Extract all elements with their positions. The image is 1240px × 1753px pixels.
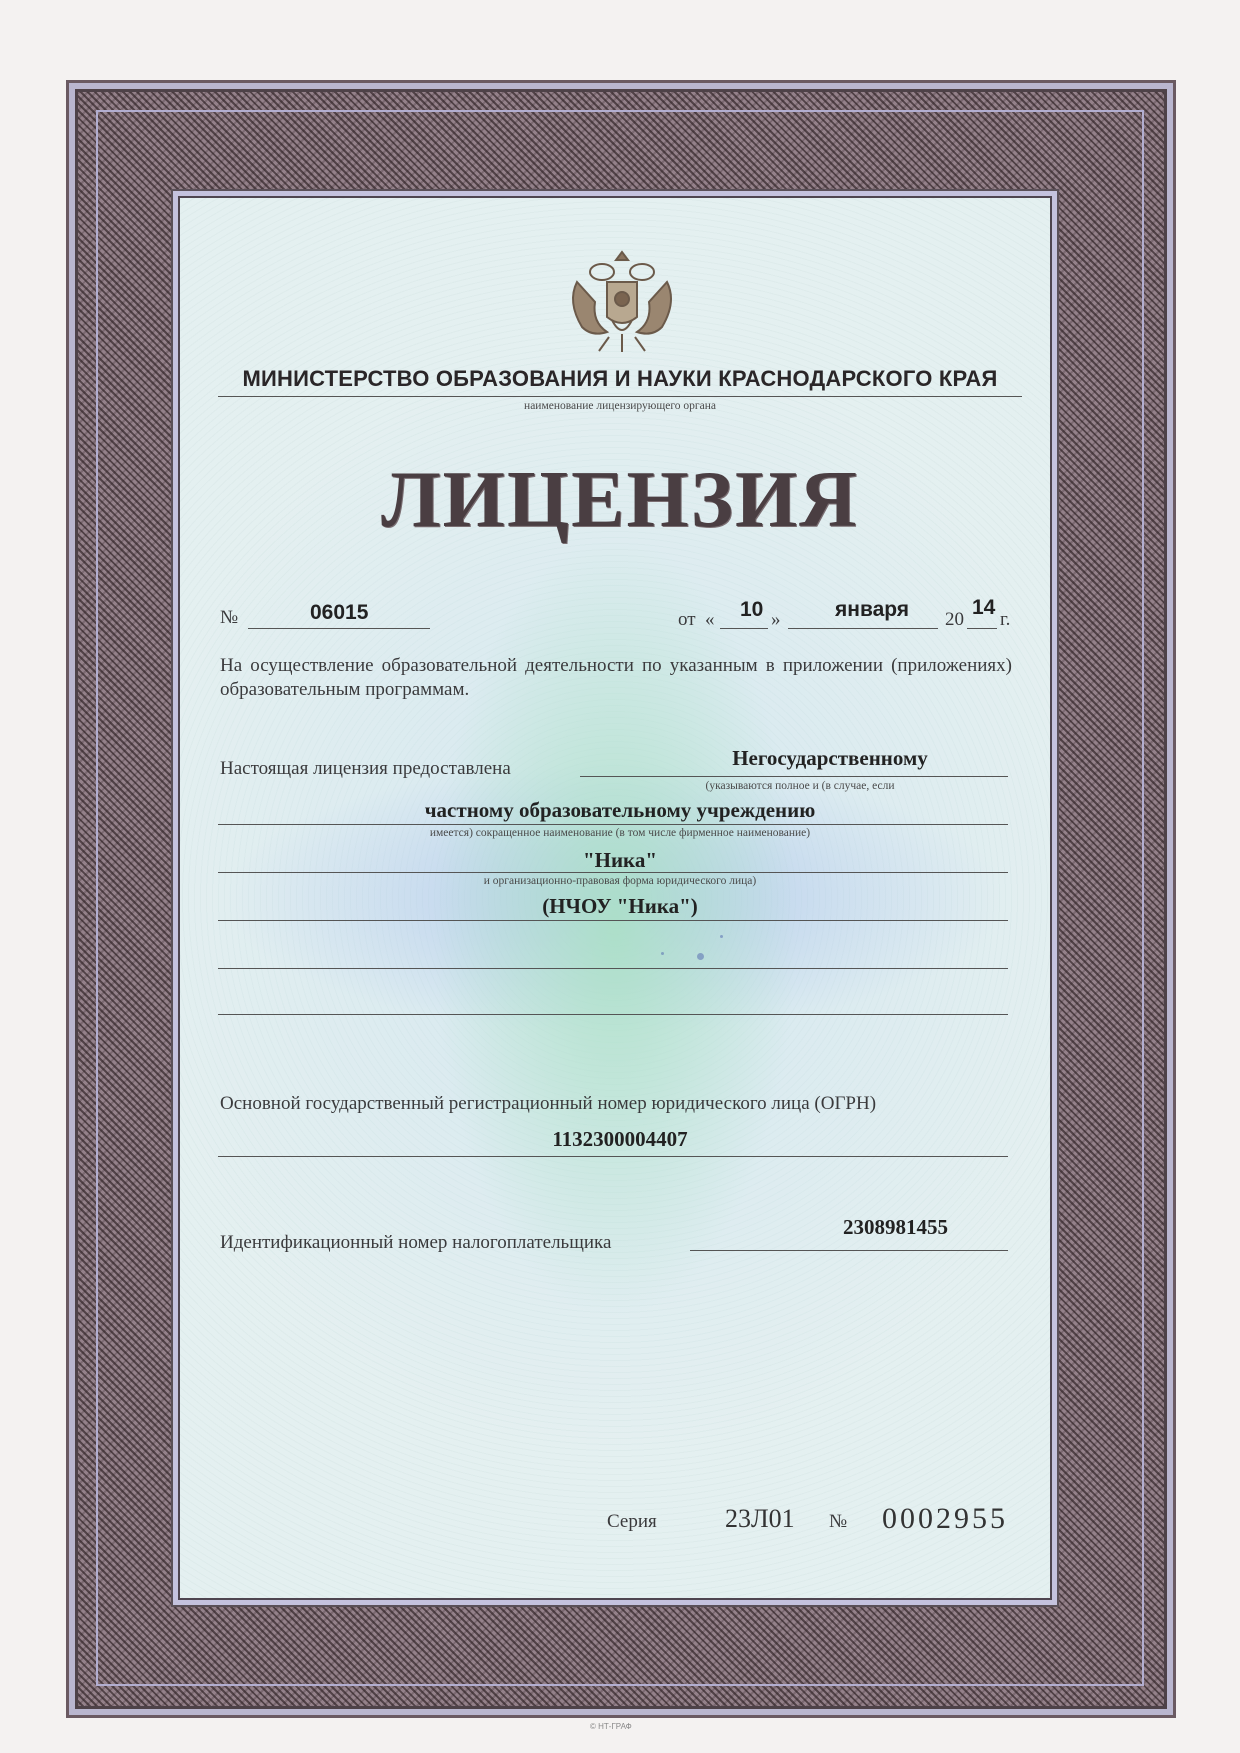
ink-spot: [697, 953, 704, 960]
year-prefix: 20: [945, 609, 964, 630]
ogrn-value: 1132300004407: [552, 1127, 688, 1151]
series-number-sign: №: [829, 1511, 848, 1532]
license-number: 06015: [310, 601, 369, 624]
inn-rule: [690, 1250, 1008, 1251]
day-underline: [720, 628, 768, 629]
purpose-text: На осуществление образовательной деятельности по указанным в приложении (приложениях) образовательным программам.: [220, 655, 1012, 700]
licensee-line3-rule: [218, 872, 1008, 873]
number-underline: [248, 628, 430, 629]
date-from-label: от: [678, 609, 696, 630]
ink-spot: [661, 952, 664, 955]
licensee-line4-rule: [218, 920, 1008, 921]
licensee-name-line1: Негосударственному: [732, 746, 928, 770]
licensee-name-line3: "Ника": [582, 848, 658, 872]
licensee-caption3: и организационно-правовая форма юридического лица): [483, 875, 757, 887]
licensee-short-name: (НЧОУ "Ника"): [542, 894, 698, 918]
ministry-name: МИНИСТЕРСТВО ОБРАЗОВАНИЯ И НАУКИ КРАСНОДАРСКОГО КРАЯ: [242, 366, 998, 391]
year-suffix: 14: [972, 596, 996, 619]
ogrn-label: Основной государственный регистрационный номер юридического лица (ОГРН): [220, 1093, 877, 1114]
blank-line-2: [218, 1014, 1008, 1015]
licensee-name-line2: частному образовательному учреждению: [424, 798, 816, 822]
series-label: Серия: [607, 1511, 657, 1532]
date-month: января: [835, 598, 910, 621]
ministry-caption: наименование лицензирующего органа: [524, 400, 716, 412]
licensee-line2-rule: [218, 824, 1008, 825]
licensee-caption1: (указываются полное и (в случае, если: [705, 780, 895, 792]
date-close-quote: »: [771, 609, 781, 630]
date-day: 10: [740, 598, 764, 621]
series-code: 23Л01: [725, 1504, 795, 1533]
inn-label: Идентификационный номер налогоплательщика: [220, 1232, 612, 1253]
licensee-line1-rule: [580, 776, 1008, 777]
month-underline: [788, 628, 938, 629]
inn-value: 2308981455: [843, 1215, 948, 1239]
number-sign: №: [220, 607, 239, 628]
series-number: 0002955: [882, 1502, 1008, 1535]
coat-of-arms-emblem: [557, 242, 687, 358]
granted-label: Настоящая лицензия предоставлена: [220, 758, 511, 779]
year-abbr: г.: [1000, 609, 1011, 630]
document-title: ЛИЦЕНЗИЯ: [381, 456, 859, 544]
date-open-quote: «: [705, 609, 715, 630]
year-underline: [967, 628, 997, 629]
ogrn-rule: [218, 1156, 1008, 1157]
licensee-caption2: имеется) сокращенное наименование (в том числе фирменное наименование): [429, 827, 811, 839]
blank-line-1: [218, 968, 1008, 969]
ministry-underline: [218, 396, 1022, 397]
ink-spot: [720, 935, 723, 938]
printer-mark: © НТ-ГРАФ: [590, 1722, 632, 1731]
